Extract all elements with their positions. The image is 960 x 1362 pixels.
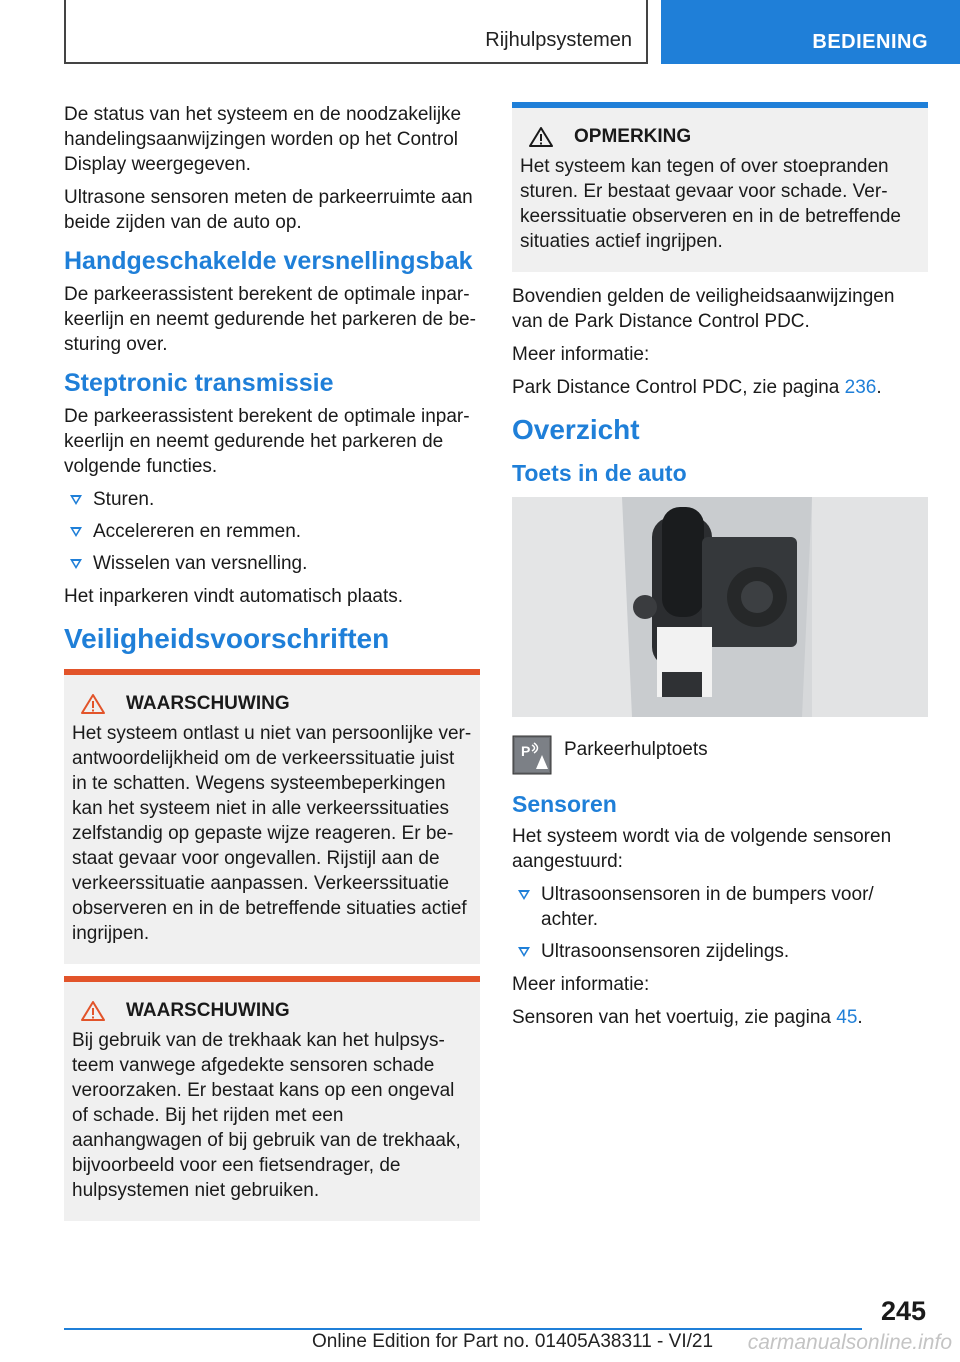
heading-sensors: Sensoren	[512, 791, 617, 817]
bullet-triangle-icon	[70, 495, 82, 505]
page-number: 245	[880, 1296, 926, 1326]
parking-assist-key-icon	[512, 735, 552, 775]
running-header-left	[64, 0, 648, 64]
sensors-reference: Sensoren van het voertuig, zie pagina 45.	[512, 1007, 863, 1028]
warning-triangle-icon	[80, 1000, 106, 1022]
gear-selector-console-photo	[512, 497, 928, 717]
note-text: Het systeem kan tegen of over stoepranden sturen. Er bestaat gevaar voor schade. Verkeerssituatie observeren en in de betreffende situaties actief ingrijpen.	[520, 156, 901, 252]
manual-gearbox-paragraph: De parkeerassistent berekent de optimale inparkeerlijn en neemt gedurende het parkeren de besturing over.	[64, 284, 476, 355]
watermark: carmanualsonline.info	[747, 1331, 952, 1354]
bullet-triangle-icon	[70, 559, 82, 569]
intro-paragraph-1: De status van het systeem en de noodzakelijke handelingsaanwijzingen worden op het Control Display weergegeven.	[64, 104, 462, 175]
heading-steptronic: Steptronic transmissie	[64, 369, 334, 397]
right-column	[512, 102, 928, 1038]
note-title: OPMERKING	[520, 126, 920, 148]
heading-safety: Veiligheidsvoorschriften	[64, 623, 390, 654]
running-header-right	[661, 0, 960, 64]
footer-divider	[64, 1328, 862, 1330]
left-column	[64, 102, 480, 1233]
parking-assist-key-row	[512, 735, 928, 775]
warning-triangle-icon	[80, 693, 106, 715]
section-title: Rijhulpsystemen	[485, 29, 632, 51]
warning-box-1	[64, 669, 480, 964]
heading-overview: Overzicht	[512, 414, 640, 445]
warning-title: WAARSCHUWING	[72, 693, 472, 715]
chapter-title: BEDIENING	[812, 31, 928, 53]
warning-text: Het systeem ontlast u niet van persoonlijke verantwoordelijkheid om de verkeerssituatie juist in te schatten. Wegens systeembeperkingen kan het systeem niet in alle verkeerssituaties zelfstandig op gepaste wijze reageren. Er bestaat gevaar voor ongevallen. Rijstijl aan de verkeerssituatie aanpassen. Verkeerssituatie observeren en in de betreffende situaties actief ingrijpen.	[72, 723, 472, 944]
sensors-paragraph: Het systeem wordt via de volgende sensoren aangestuurd:	[512, 826, 892, 872]
warning-text: Bij gebruik van de trekhaak kan het hulpsysteem vanwege afgedekte sensoren schade veroorzaken. Er bestaat kans op een ongeval of schade. Bij het rijden met een aanhangwagen of bij gebruik van de trekhaak, bijvoorbeeld voor een fietsendrager, de hulpsystemen niet gebruiken.	[72, 1030, 461, 1201]
warning-title: WAARSCHUWING	[72, 1000, 472, 1022]
heading-manual-gearbox: Handgeschakelde versnellingsbak	[64, 247, 473, 275]
parking-assist-key-label: Parkeerhulptoets	[564, 739, 708, 760]
list-item: Accelereren en remmen.	[64, 519, 480, 544]
more-info-label: Meer informatie:	[512, 974, 650, 995]
pdc-reference: Park Distance Control PDC, zie pagina 236.	[512, 377, 882, 398]
list-item: Ultrasoonsensoren zijdelings.	[512, 939, 928, 964]
list-item: Sturen.	[64, 487, 480, 512]
function-list	[64, 487, 480, 576]
list-item: Ultrasoonsensoren in de bumpers voor/ achter.	[512, 882, 928, 932]
svg-text:P: P	[521, 743, 531, 759]
edition-text: Online Edition for Part no. 01405A38311 - VI/21	[312, 1331, 714, 1352]
page-link-45[interactable]: 45	[836, 1007, 858, 1028]
heading-button-in-car: Toets in de auto	[512, 460, 687, 486]
steptronic-paragraph: De parkeerassistent berekent de optimale inparkeerlijn en neemt gedurende het parkeren de volgende functies.	[64, 406, 470, 477]
page-link-236[interactable]: 236	[844, 377, 877, 398]
more-info-label: Meer informatie:	[512, 344, 650, 365]
bullet-triangle-icon	[518, 890, 530, 900]
warning-triangle-icon	[528, 126, 554, 148]
warning-box-2	[64, 976, 480, 1221]
note-box	[512, 102, 928, 272]
pdc-paragraph: Bovendien gelden de veiligheidsaanwijzingen van de Park Distance Control PDC.	[512, 286, 895, 332]
bullet-triangle-icon	[70, 527, 82, 537]
auto-parking-paragraph: Het inparkeren vindt automatisch plaats.	[64, 586, 404, 607]
bullet-triangle-icon	[518, 947, 530, 957]
list-item: Wisselen van versnelling.	[64, 551, 480, 576]
sensor-list	[512, 882, 928, 964]
intro-paragraph-2: Ultrasone sensoren meten de parkeerruimte aan beide zijden van de auto op.	[64, 187, 473, 233]
